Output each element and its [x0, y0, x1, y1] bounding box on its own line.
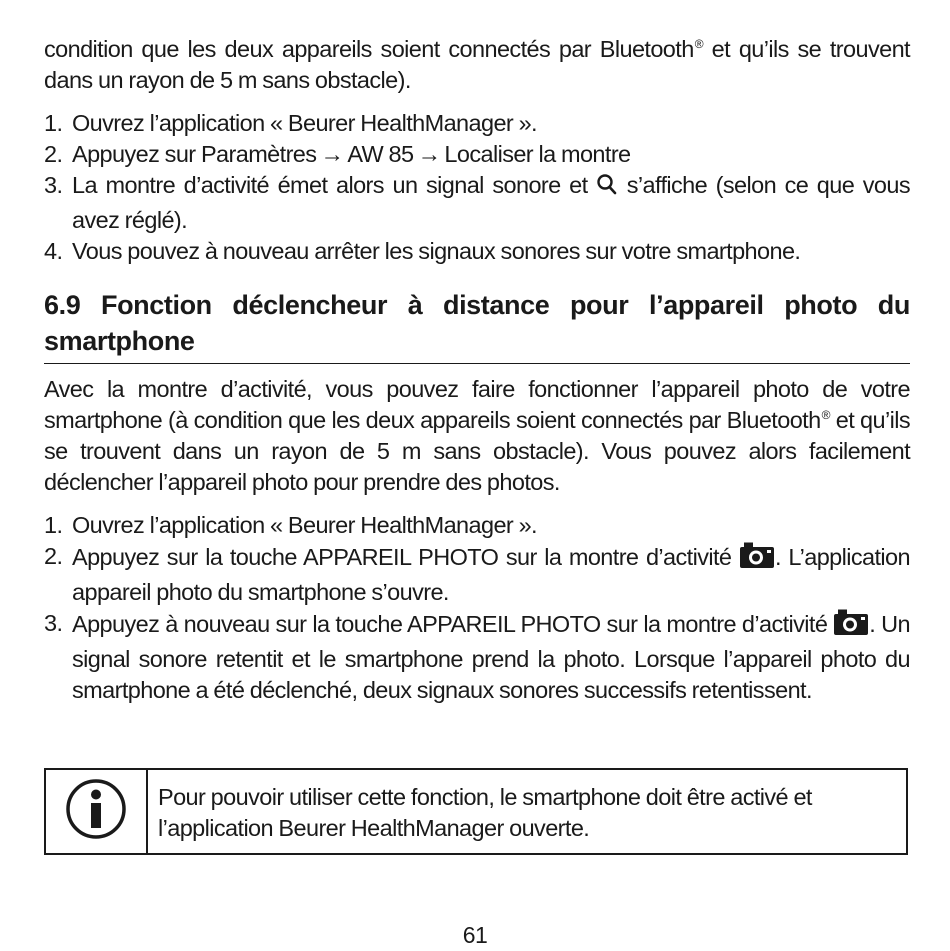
list-item — [44, 541, 910, 608]
camera-icon — [833, 608, 869, 644]
step-number: 3. — [44, 172, 63, 198]
step-text: Appuyez sur la touche APPAREIL PHOTO sur la montre d’activité — [72, 544, 732, 570]
note-text: Pour pouvoir utiliser cette fonction, le smartphone doit être activé et l’application Beurer HealthManager ouverte. — [158, 784, 812, 841]
info-note — [44, 768, 908, 855]
step-text: Appuyez sur Paramètres — [72, 141, 317, 167]
list-item — [44, 170, 910, 236]
step-number: 3. — [44, 610, 63, 636]
step-text: Localiser la montre — [444, 141, 631, 167]
page-content — [44, 34, 910, 706]
section-paragraph — [44, 374, 910, 498]
intro-text-end: et qu’ils se trouvent dans un rayon de 5 m sans obstacle). — [44, 36, 910, 93]
camera-steps — [44, 510, 910, 706]
intro-paragraph — [44, 34, 910, 96]
step-number: 2. — [44, 543, 63, 569]
section-text: Avec la montre d’activité, vous pouvez faire fonctionner l’appareil photo de votre smartphone (à condition que les deux appareils soient connectés par Bluetooth — [44, 376, 910, 433]
registered-mark: ® — [821, 408, 830, 422]
step-number: 2. — [44, 141, 63, 167]
find-watch-steps — [44, 108, 910, 267]
list-item — [44, 510, 910, 541]
list-item — [44, 608, 910, 706]
list-item — [44, 236, 910, 267]
step-text: Ouvrez l’application « Beurer HealthManager ». — [72, 110, 537, 136]
step-number: 1. — [44, 110, 63, 136]
list-item — [44, 108, 910, 139]
info-icon — [65, 778, 127, 845]
list-item — [44, 139, 910, 170]
info-icon-cell — [46, 770, 148, 853]
step-text: Ouvrez l’application « Beurer HealthManager ». — [72, 512, 537, 538]
step-number: 4. — [44, 238, 63, 264]
section-heading-wrap — [44, 287, 910, 364]
step-text: AW 85 — [347, 141, 414, 167]
intro-text: condition que les deux appareils soient connectés par Bluetooth — [44, 36, 694, 62]
camera-icon — [739, 541, 775, 577]
arrow-icon: → — [417, 141, 441, 167]
step-text: Appuyez à nouveau sur la touche APPAREIL PHOTO sur la montre d’activité — [72, 611, 828, 637]
registered-mark: ® — [694, 37, 703, 51]
arrow-icon: → — [320, 141, 344, 167]
step-text: . L’application appareil photo du smartphone s’ouvre. — [72, 544, 910, 605]
step-number: 1. — [44, 512, 63, 538]
section-text-end: et qu’ils se trouvent dans un rayon de 5 m sans obstacle). Vous pouvez alors facilement déclencher l’appareil photo pour prendre des photos. — [44, 407, 910, 495]
step-text: s’affiche (selon ce que vous avez réglé). — [72, 172, 911, 233]
search-icon — [596, 173, 618, 205]
section-heading: 6.9 Fonction déclencheur à distance pour l’appareil photo du smartphone — [44, 287, 910, 364]
step-text: La montre d’activité émet alors un signal sonore et — [72, 172, 588, 198]
step-text: Vous pouvez à nouveau arrêter les signaux sonores sur votre smartphone. — [72, 238, 801, 264]
page-number: 61 — [462, 922, 488, 948]
step-text: . Un signal sonore retentit et le smartphone prend la photo. Lorsque l’appareil photo du smartphone a été déclenché, deux signaux sonores successifs retentissent. — [72, 611, 910, 703]
